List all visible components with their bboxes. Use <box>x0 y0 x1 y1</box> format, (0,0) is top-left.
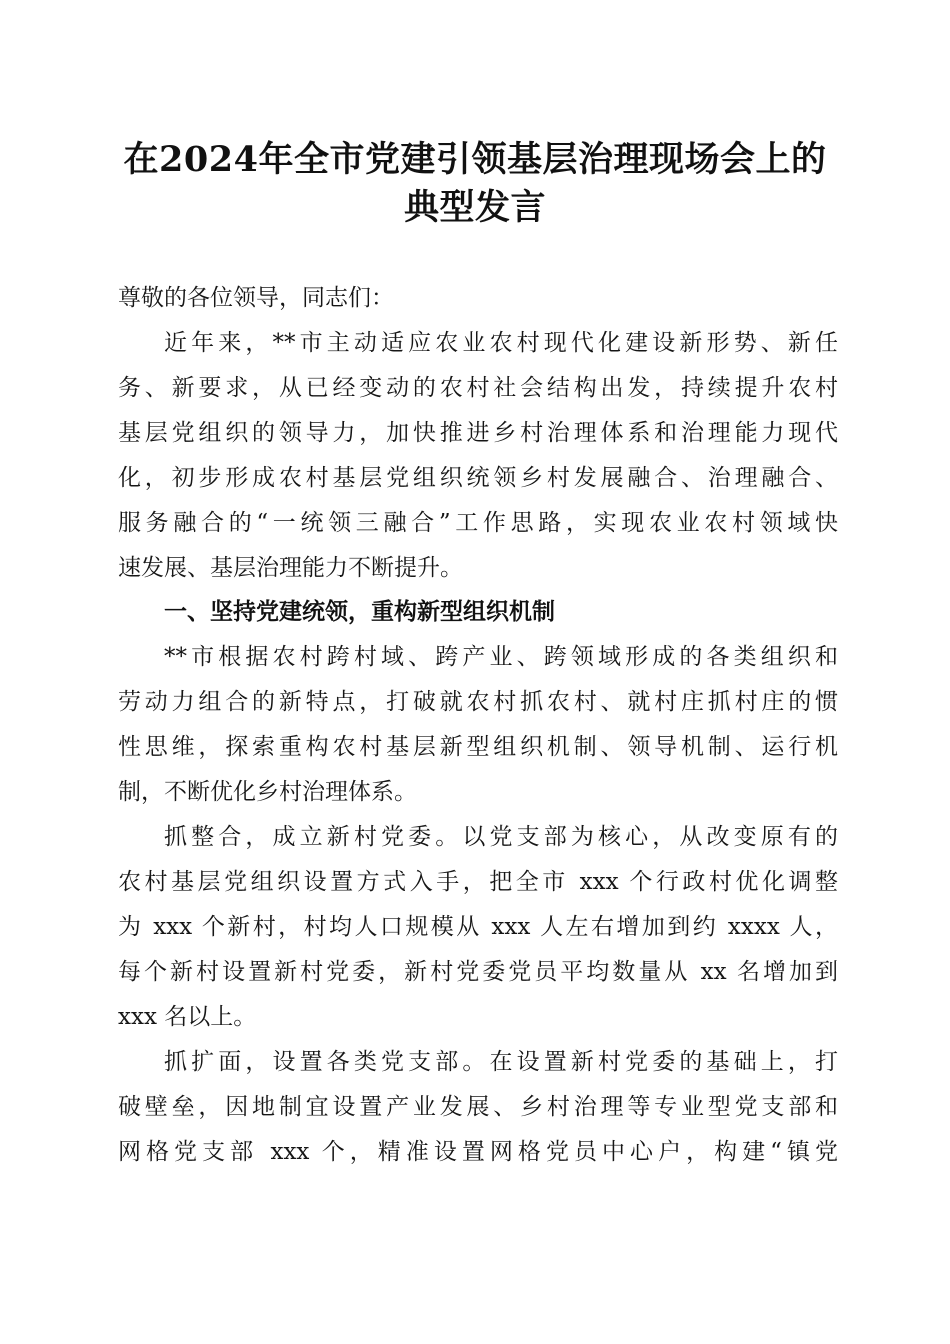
para4-line: 抓扩面，设置各类党支部。在设置新村党委的基础上，打 <box>164 1049 838 1075</box>
para3-line: 每个新村设置新村党委，新村党委党员平均数量从 xx 名增加到 <box>118 959 838 985</box>
para1-line: 务、新要求，从已经变动的农村社会结构出发，持续提升农村 <box>118 375 838 401</box>
salutation: 尊敬的各位领导，同志们： <box>118 285 394 311</box>
para4-line: 破壁垒，因地制宜设置产业发展、乡村治理等专业型党支部和 <box>118 1094 838 1120</box>
para2-line: 劳动力组合的新特点，打破就农村抓农村、就村庄抓村庄的惯 <box>118 689 838 715</box>
para3-line: 抓整合，成立新村党委。以党支部为核心，从改变原有的 <box>164 824 838 850</box>
para1-line: 基层党组织的领导力，加快推进乡村治理体系和治理能力现代 <box>118 420 838 446</box>
para1-line: 服务融合的“一统领三融合”工作思路，实现农业农村领域快 <box>118 510 838 536</box>
para3-line: 农村基层党组织设置方式入手，把全市 xxx 个行政村优化调整 <box>118 869 838 895</box>
section-heading-1: 一、坚持党建统领，重构新型组织机制 <box>164 599 555 625</box>
para1-line: 速发展、基层治理能力不断提升。 <box>118 555 463 581</box>
para1-line: 近年来，**市主动适应农业农村现代化建设新形势、新任 <box>164 330 838 356</box>
para2-line: **市根据农村跨村域、跨产业、跨领域形成的各类组织和 <box>164 644 838 670</box>
para1-line: 化，初步形成农村基层党组织统领乡村发展融合、治理融合、 <box>118 465 838 491</box>
para2-line: 性思维，探索重构农村基层新型组织机制、领导机制、运行机 <box>118 734 838 760</box>
para4-line: 网格党支部 xxx 个，精准设置网格党员中心户，构建“镇党 <box>118 1139 838 1165</box>
para3-line: 为 xxx 个新村，村均人口规模从 xxx 人左右增加到约 xxxx 人， <box>118 914 838 940</box>
para3-line: xxx 名以上。 <box>118 1004 257 1030</box>
document-title-line-1: 在2024年全市党建引领基层治理现场会上的 <box>123 139 827 180</box>
para2-line: 制，不断优化乡村治理体系。 <box>118 779 417 805</box>
document-title-line-2: 典型发言 <box>403 187 546 228</box>
